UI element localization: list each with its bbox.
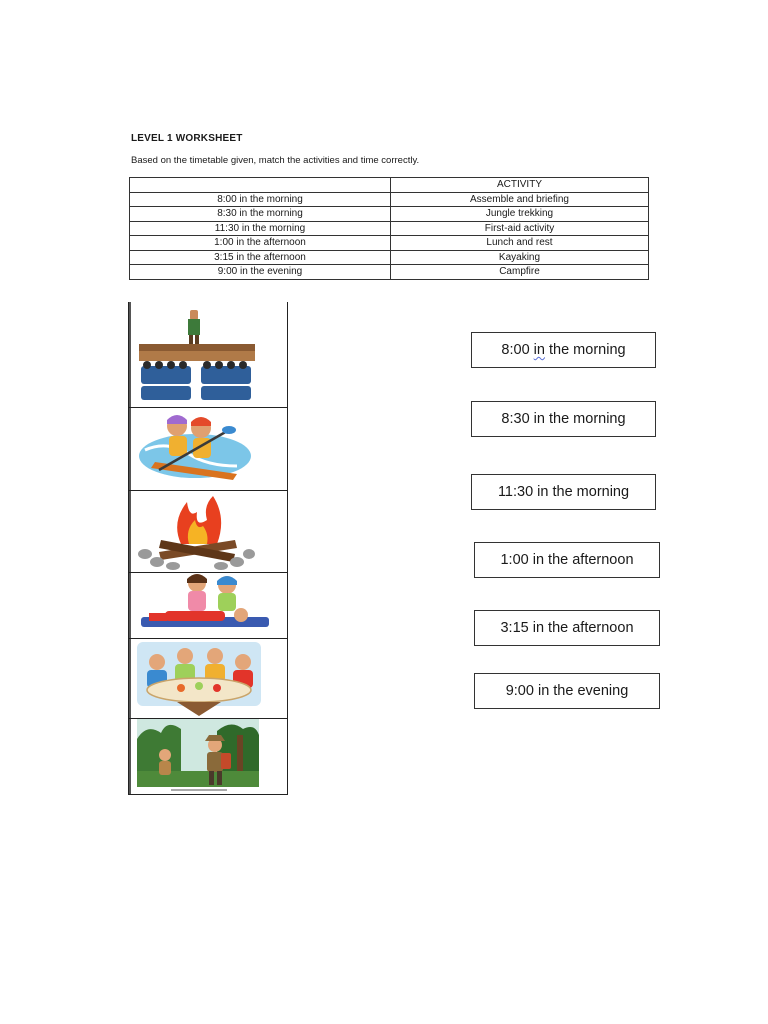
header-time-cell	[130, 178, 391, 193]
timetable-header-row	[130, 178, 649, 193]
time-card-box[interactable]: 3:15 in the afternoon	[474, 610, 660, 646]
time-card-text-end: the morning	[544, 342, 626, 358]
worksheet-title: LEVEL 1 WORKSHEET	[131, 133, 243, 144]
time-card-box[interactable]: 8:30 in the morning	[471, 401, 656, 437]
timetable-row	[130, 250, 649, 265]
time-cell: 8:30 in the morning	[130, 207, 391, 222]
picture-cell[interactable]	[129, 302, 287, 408]
header-activity-cell: ACTIVITY	[391, 178, 649, 193]
time-cell: 11:30 in the morning	[130, 221, 391, 236]
picture-cell[interactable]	[129, 718, 287, 794]
activity-cell: Kayaking	[391, 250, 649, 265]
timetable-row	[130, 192, 649, 207]
time-card-box[interactable]: 11:30 in the morning	[471, 474, 656, 510]
activity-cell: Campfire	[391, 265, 649, 280]
picture-cell[interactable]	[129, 638, 287, 719]
lunch-picture	[137, 642, 261, 716]
picture-cell[interactable]	[129, 572, 287, 639]
time-cell: 3:15 in the afternoon	[130, 250, 391, 265]
activity-cell: Assemble and briefing	[391, 192, 649, 207]
activity-pictures-column	[128, 302, 288, 795]
jungle-trekking-picture	[137, 719, 259, 791]
campfire-picture	[137, 492, 257, 570]
picture-cell[interactable]	[129, 490, 287, 573]
time-cell: 8:00 in the morning	[130, 192, 391, 207]
time-cell: 9:00 in the evening	[130, 265, 391, 280]
activity-cell: First-aid activity	[391, 221, 649, 236]
time-card-box[interactable]: 1:00 in the afternoon	[474, 542, 660, 578]
picture-cell[interactable]	[129, 407, 287, 491]
timetable	[129, 177, 649, 280]
time-card-box[interactable]: 9:00 in the evening	[474, 673, 660, 709]
timetable-row	[130, 221, 649, 236]
time-card-box[interactable]	[471, 332, 656, 368]
activity-cell: Lunch and rest	[391, 236, 649, 251]
worksheet-instruction: Based on the timetable given, match the activities and time correctly.	[131, 155, 420, 166]
timetable-row	[130, 265, 649, 280]
spelling-squiggle-word: in	[533, 342, 545, 358]
first-aid-picture	[135, 573, 275, 637]
kayaking-picture	[137, 410, 257, 486]
time-cell: 1:00 in the afternoon	[130, 236, 391, 251]
timetable-row	[130, 207, 649, 222]
time-card-text-start: 8:00	[501, 342, 534, 358]
assembly-briefing-picture	[137, 304, 257, 404]
activity-cell: Jungle trekking	[391, 207, 649, 222]
timetable-row	[130, 236, 649, 251]
